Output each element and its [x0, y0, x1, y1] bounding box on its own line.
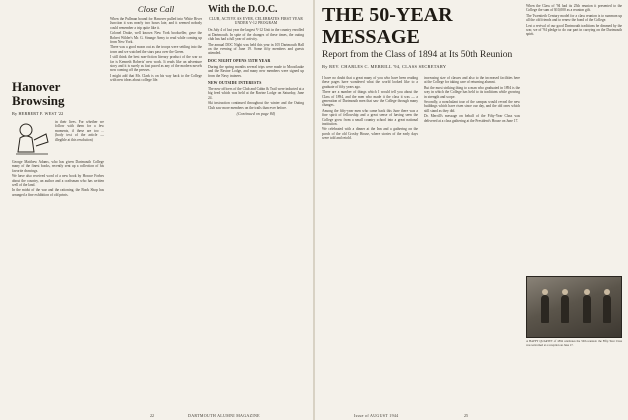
hanover-browsing-title: Hanover Browsing — [12, 80, 65, 108]
close-call-title: Close Call — [137, 4, 175, 14]
fifty-year-byline: By REV. CHARLES C. MERRILL '94, CLASS SECRETARY — [322, 63, 447, 69]
left-footer-magazine: DARTMOUTH ALUMNI MAGAZINE — [188, 413, 260, 418]
article-paragraph: I might add that Mr. Clark is on his way back to the College with new ideas about college life. — [110, 73, 202, 83]
cartoon-drawing-icon — [12, 120, 52, 158]
article-paragraph: I still think the best non-fiction literary product of the war so far is Kenneth Roberts' new work. It reads like an adventure story and it is surely as fast paced as any of the modern novels now coming off the presses. — [110, 55, 202, 73]
fifty-year-column-2 — [424, 76, 520, 406]
article-paragraph: I have no doubt that a great many of you who have been reading these pages have wondered what the world looked like to a graduate of fifty years ago. — [322, 76, 418, 89]
continued-note: (Continued on page 84) — [236, 112, 276, 117]
reunion-photo — [526, 276, 622, 338]
article-paragraph: Ski instruction continued throughout the winter and the Outing Club saw more members on the trails than ever before. — [208, 101, 304, 110]
article-paragraph: in their lives. For whether we follow with them for a few moments, if these are too ... (body text of the article — illegible at this resolution) — [12, 120, 104, 159]
hanover-browsing-byline: By HERBERT F. WEST '22 — [12, 111, 64, 116]
article-paragraph: Colonel Drake, well known New York bookseller, gave the Robert Wilder's Mr. G. Strange Army to read while coming up from New York. — [110, 31, 202, 45]
article-paragraph: But the most striking thing to a man who graduated in 1894 is the way in which the College has held to its traditions while growing in strength and scope. — [424, 85, 520, 99]
hanover-browsing-column — [12, 80, 104, 410]
article-paragraph: On July 4 of last year the largest V-12 Unit in the country enrolled at Dartmouth. In spite of the changes of these times, the outing club has had a full year of activity. — [208, 28, 304, 42]
close-call-column — [110, 4, 202, 408]
article-paragraph: increasing size of classes and also to the increased facilities here at the College for taking care of returning alumni. — [424, 76, 520, 85]
doc-column — [208, 4, 304, 408]
article-paragraph: The Twentieth Century model for a class reunion is to summon up all the old friends and to renew the bond of the College. — [526, 13, 622, 23]
article-paragraph: We have also received word of a new book by Horace Forbes about the country, an author and a craftsman who has written well of the land. — [12, 174, 104, 188]
fifty-year-header — [322, 4, 532, 84]
article-paragraph: When the Pullman bound for Hanover pulled into White River Junction it was nearly two hours late, and it seemed nobody could remember a trip quite like it. — [110, 17, 202, 30]
section-heading: NEW OUTSIDE INTERESTS — [208, 81, 262, 86]
right-page-number: 25 — [464, 413, 468, 418]
left-page-number: 22 — [150, 413, 154, 418]
article-paragraph: Lest a revival of our good Dartmouth traditions be dimmed by the war, we of '94 pledge to do our part in carrying on the Dartmouth spirit. — [526, 23, 622, 37]
article-paragraph: The new officers of the Club and Cabin & Trail were inducted at a big feed which was held at the Ravine Lodge on Saturday, June 24. — [208, 87, 304, 100]
article-paragraph: There was a good moon out as the troops were settling into the town and we watched the stars pass over the Green. — [110, 45, 202, 54]
article-paragraph: There are a number of things which I would tell you about the Class of 1894, and the men who made it the class it was — a generation of Dartmouth men that saw the College through many changes. — [322, 90, 418, 108]
right-footer-issue: Issue of AUGUST 1944 — [354, 413, 399, 418]
right-page — [314, 0, 628, 420]
article-paragraph: Among the fifty-year men who came back this June there was a fine spirit of fellowship and a great sense of having seen the College grow from a small country school into a great national institution. — [322, 108, 418, 127]
article-paragraph: We celebrated with a dinner at the Inn and a gathering on the porch of the old Crosby House, where stories of the early days were told and retold. — [322, 127, 418, 141]
article-paragraph: When the Class of '94 had its 25th reunion it presented to the College the sum of $10,000 as a reunion gift. — [526, 4, 622, 13]
article-paragraph: The annual DOC Night was held this year in 105 Dartmouth Hall on the evening of June 19. Some fifty members and guests attended. — [208, 42, 304, 56]
photo-caption: A HAPPY QUARTET of 1894 celebrates the 50th reunion: the Fifty-Year Class was welcomed at a reception on June 17. — [526, 339, 622, 347]
doc-title: With the D.O.C. — [208, 4, 278, 15]
fifty-year-column-1 — [322, 76, 418, 406]
article-paragraph: During the spring months several trips were made to Moosilauke and the Ravine Lodge, and many new members were signed up from the Navy trainees. — [208, 64, 304, 78]
fifty-year-title: THE 50-YEAR MESSAGE — [322, 4, 453, 48]
section-heading: DOC NIGHT OPENS 35TH YEAR — [208, 58, 271, 63]
doc-subhead: CLUB, ACTIVE AS EVER, CELEBRATES FIRST YEAR UNDER V-12 PROGRAM — [209, 17, 303, 26]
article-paragraph: George Matthew Adams, who has given Dartmouth College many of the finest books, recently sent up a collection of his favorite drawings. — [12, 160, 104, 173]
article-paragraph: In the midst of the war and the rationing, the Book Shop has arranged a fine exhibition of old prints. — [12, 188, 104, 197]
photo-people — [531, 283, 617, 323]
fifty-year-deck: Report from the Class of 1894 at Its 50th Reunion — [322, 50, 513, 60]
fifty-year-column-3 — [526, 4, 622, 272]
article-paragraph: Secondly, a nonchalant tour of the campus would reveal the new buildings which have risen since our day, and the old ones which still stand as they did. — [424, 100, 520, 113]
article-paragraph: Dr. Merrill's message on behalf of the Fifty-Year Class was delivered at a class gathering at the President's House on June 17. — [424, 114, 520, 123]
